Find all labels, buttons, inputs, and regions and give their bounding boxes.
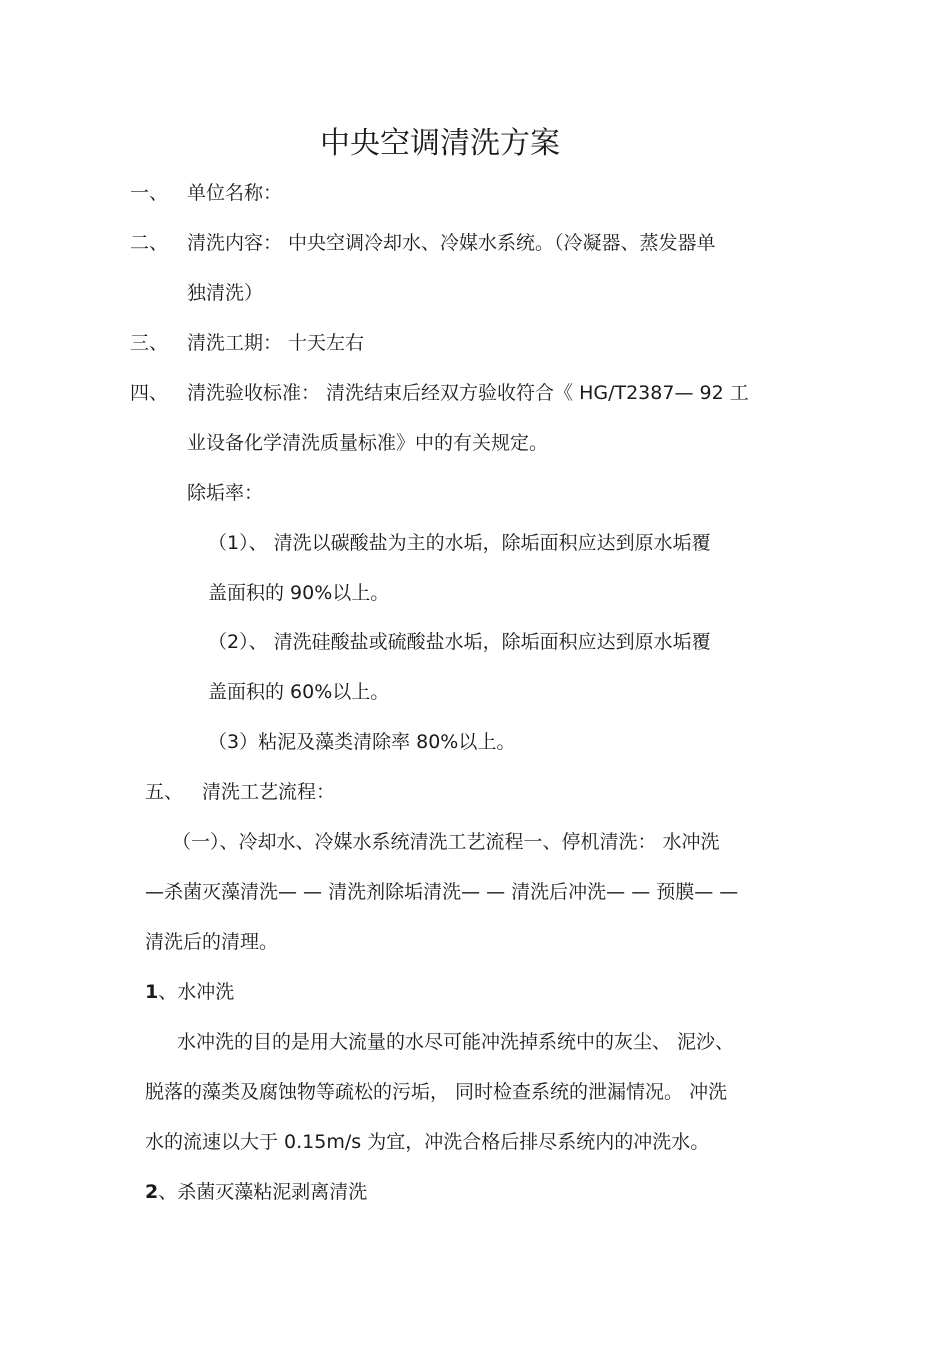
- document-title: 中央空调清洗方案: [320, 126, 560, 161]
- rate-item: （3）粘泥及藻类清除率 80%以上。: [208, 731, 516, 753]
- paragraph-line: 脱落的藻类及腐蚀物等疏松的污垢， 同时检查系统的泄漏情况。 冲洗: [145, 1081, 728, 1103]
- paragraph-line: 水的流速以大于 0.15m/s 为宜，冲洗合格后排尽系统内的冲洗水。: [145, 1131, 710, 1153]
- paragraph-line: 水冲洗的目的是用大流量的水尽可能冲洗掉系统中的灰尘、 泥沙、: [177, 1031, 735, 1053]
- section-text: 单位名称：: [187, 182, 283, 204]
- section-number: 二、: [130, 232, 169, 254]
- step-number: 1: [145, 981, 159, 1003]
- rate-item: 盖面积的 90%以上。: [208, 582, 390, 604]
- step-title: 、水冲洗: [158, 981, 235, 1003]
- rate-item: 盖面积的 60%以上。: [208, 681, 390, 703]
- process-flow: —杀菌灭藻清洗— — 清洗剂除垢清洗— — 清洗后冲洗— — 预膜— —: [145, 881, 739, 903]
- section-number: 四、: [130, 382, 169, 404]
- section-text: 业设备化学清洗质量标准》中的有关规定。: [187, 432, 549, 454]
- section-number: 三、: [130, 332, 169, 354]
- step-heading: [145, 1180, 367, 1204]
- section-number: 五、: [145, 781, 184, 803]
- section-text: 清洗工艺流程：: [202, 781, 336, 803]
- process-flow: 清洗后的清理。: [145, 931, 279, 953]
- step-number: 2: [145, 1181, 159, 1203]
- section-text: 清洗内容： 中央空调冷却水、冷媒水系统。（冷凝器、蒸发器单: [187, 232, 716, 254]
- section-text: 独清洗）: [187, 282, 264, 304]
- rate-item: （1）、 清洗以碳酸盐为主的水垢，除垢面积应达到原水垢覆: [208, 532, 711, 554]
- process-flow: （一）、冷却水、冷媒水系统清洗工艺流程一、停机清洗： 水冲洗: [172, 831, 720, 853]
- section-text: 清洗验收标准： 清洗结束后经双方验收符合《 HG/T2387— 92 工: [187, 382, 749, 404]
- step-heading: [145, 980, 234, 1004]
- descaling-rate-label: 除垢率：: [187, 482, 264, 504]
- section-number: 一、: [130, 182, 169, 204]
- section-text: 清洗工期： 十天左右: [187, 332, 365, 354]
- rate-item: （2）、 清洗硅酸盐或硫酸盐水垢，除垢面积应达到原水垢覆: [208, 631, 711, 653]
- step-title: 、杀菌灭藻粘泥剥离清洗: [158, 1181, 368, 1203]
